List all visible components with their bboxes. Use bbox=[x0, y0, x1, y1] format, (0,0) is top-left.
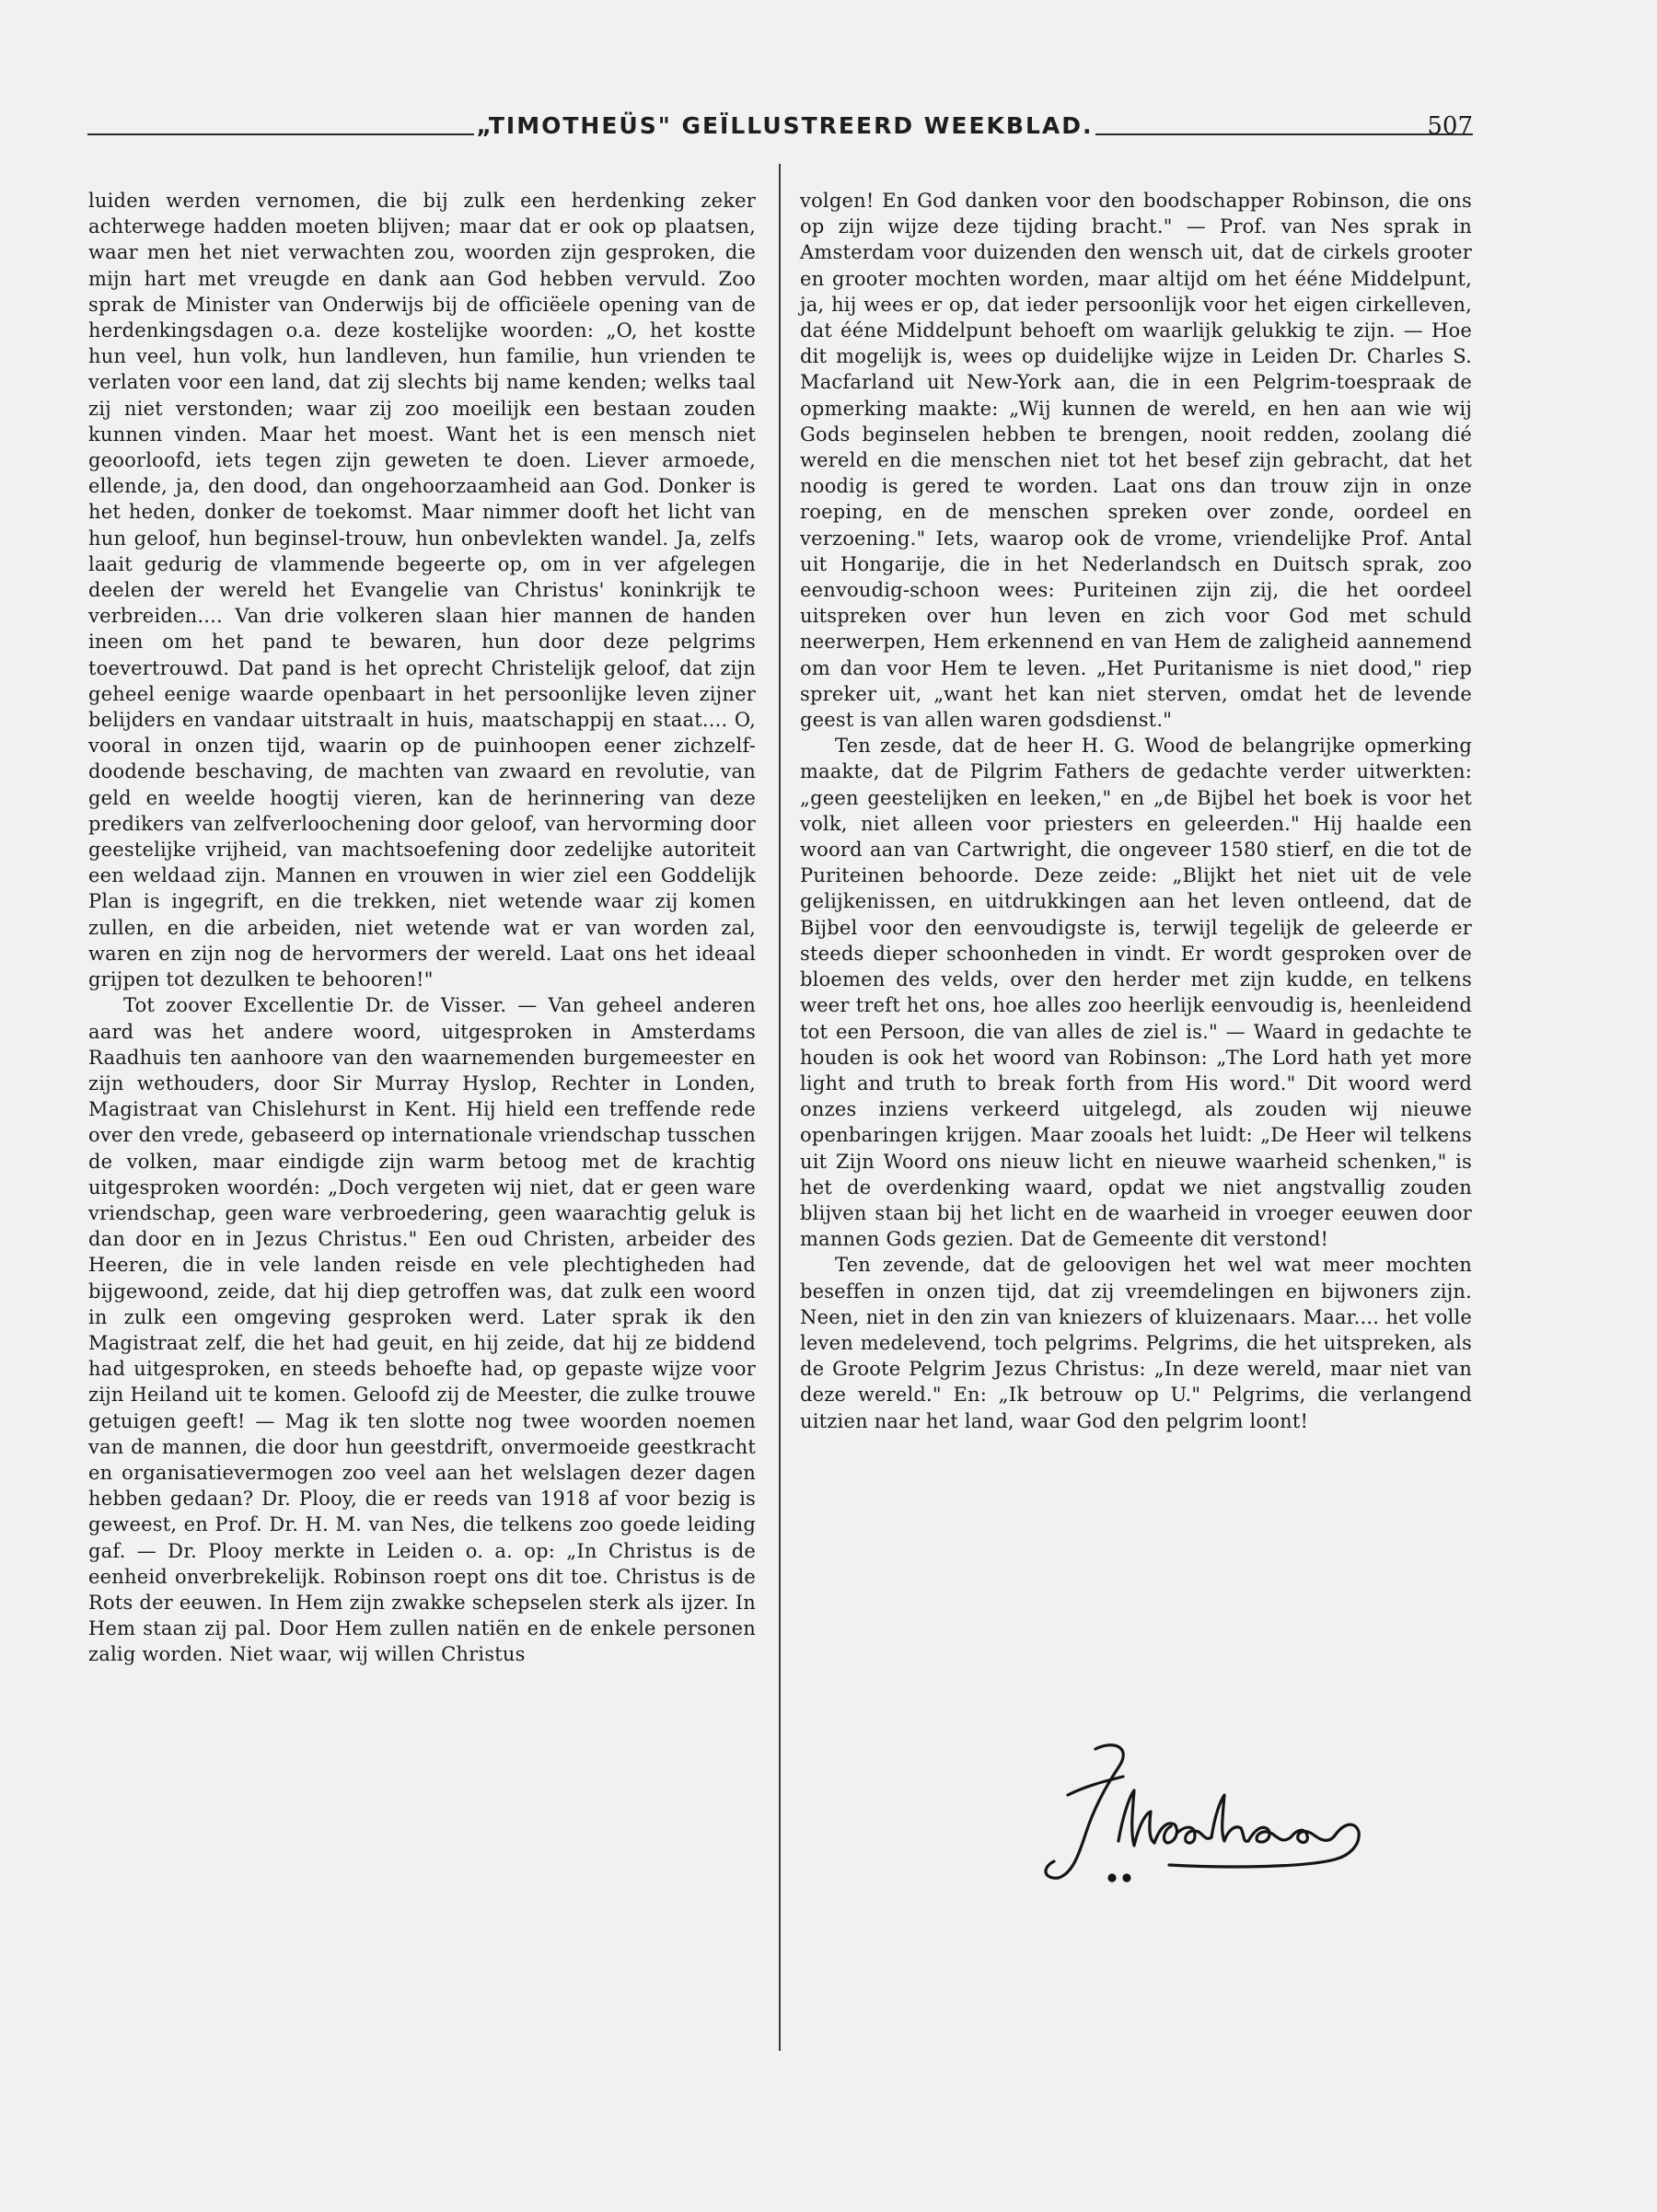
paragraph: Tot zoover Excellentie Dr. de Visser. — Van geheel anderen aard was het andere woord, uitgesproken in Amsterdams Raadhuis ten aanhoore van den waarnemenden burgemeester en zijn wethouders, door Sir Murray Hyslop, Rechter in Londen, Magistraat van Chislehurst in Kent. Hij hield een treffende rede over den vrede, gebaseerd op internationale vriendschap tusschen de volken, maar eindigde zijn warm betoog met de krachtig uitgesproken woordén: „Doch vergeten wij niet, dat er geen ware vriendschap, geen ware verbroedering, geen waarachtig geluk is dan door en in Jezus Christus." Een oud Christen, arbeider des Heeren, die in vele landen reisde en vele plechtigheden had bijgewoond, zeide, dat hij diep getroffen was, dat zulk een woord in zulk een omgeving gesproken werd. Later sprak ik den Magistraat zelf, die het had geuit, en hij zeide, dat hij ze biddend had uitgesproken, en steeds behoefte had, op gepaste wijze voor zijn Heiland uit te komen. Geloofd zij de Meester, die zulke trouwe getuigen geeft! — Mag ik ten slotte nog twee woorden noemen van de mannen, die door hun geestdrift, onvermoeide geestkracht en organisatievermogen zoo veel aan het welslagen dezer dagen hebben gedaan? Dr. Plooy, die er reeds van 1918 af voor bezig is geweest, en Prof. Dr. H. M. van Nes, die telkens zoo goede leiding gaf. — Dr. Plooy merkte in Leiden o. a. op: „In Christus is de eenheid onverbrekelijk. Robinson roept ons dit toe. Christus is de Rots der eeuwen. In Hem zijn zwakke schepselen sterk als ijzer. In Hem staan zij pal. Door Hem zullen natiën en de enkele personen zalig worden. Niet waar, wij willen Christus bbox=[88, 994, 756, 1666]
header-rule-right bbox=[1095, 133, 1473, 135]
page-number: 507 bbox=[1427, 112, 1473, 140]
paragraph: Ten zesde, dat de heer H. G. Wood de belangrijke opmerking maakte, dat de Pilgrim Fathers de gedachte verder uitwerkten: „geen geestelijken en leeken," en „de Bijbel het boek is voor het volk, niet alleen voor priesters en geleerden." Hij haalde een woord aan van Cartwright, die ongeveer 1580 stierf, en die tot de Puriteinen behoorde. Deze zeide: „Blijkt het niet uit de vele gelijkenissen, en uitdrukkingen aan het leven ontleend, dat de Bijbel voor den eenvoudigste is, terwijl tegelijk de geleerde er steeds dieper schoonheden in vindt. Er wordt gesproken over de bloemen des velds, over den herder met zijn kudde, en telkens weer treft het ons, hoe alles zoo heerlijk eenvoudig is, heenleidend tot een Persoon, die van alles de ziel is." — Waard in gedachte te houden is ook het woord van Robinson: „The Lord hath yet more light and truth to break forth from His word." Dit woord werd onzes inziens verkeerd uitgelegd, als zouden wij nieuwe openbaringen krijgen. Maar zooals het luidt: „De Heer wil telkens uit Zijn Woord ons nieuw licht en nieuwe waarheid schenken," is het de overdenking waard, opdat we niet angstvallig zouden blijven staan bij het licht en de waarheid in vroeger eeuwen door mannen Gods gezien. Dat de Gemeente dit verstond! bbox=[800, 735, 1472, 1251]
paragraph: Ten zevende, dat de geloovigen het wel wat meer mochten beseffen in onzen tijd, dat zij vreemdelingen en bijwoners zijn. Neen, niet in den zin van kniezers of kluizenaars. Maar.... het volle leven medelevend, toch pelgrims. Pelgrims, die het uitspreken, als de Groote Pelgrim Jezus Christus: „In deze wereld, maar niet van deze wereld." En: „Ik betrouw op U." Pelgrims, die verlangend uitzien naar het land, waar God den pelgrim loont! bbox=[800, 1254, 1472, 1432]
paragraph: volgen! En God danken voor den boodschapper Robinson, die ons op zijn wijze deze tijding bracht." — Prof. van Nes sprak in Amsterdam voor duizenden den wensch uit, dat de cirkels grooter en grooter mochten worden, maar altijd om het ééne Middelpunt, ja, hij wees er op, dat ieder persoonlijk voor het eigen cirkelleven, dat ééne Middelpunt behoeft om waarlijk gelukkig te zijn. — Hoe dit mogelijk is, wees op duidelijke wijze in Leiden Dr. Charles S. Macfarland uit New-York aan, die in een Pelgrim-toespraak de opmerking maakte: „Wij kunnen de wereld, en hen aan wie wij Gods beginselen hebben te brengen, nooit redden, zoolang dié wereld en die menschen niet tot het besef zijn gebracht, dat het noodig is gered te worden. Laat ons dan trouw zijn in onze roeping, en de menschen spreken over zonde, oordeel en verzoening." Iets, waarop ook de vrome, vriendelijke Prof. Antal uit Hongarije, die in het Nederlandsch en Duitsch sprak, zoo eenvoudig-schoon wees: Puriteinen zijn zij, die het oordeel uitspreken over hun leven en zich voor God met schuld neerwerpen, Hem erkennend en van Hem de zaligheid aannemend om dan voor Hem te leven. „Het Puritanisme is niet dood," riep spreker uit, „want het kan niet sterven, omdat het de levende geest is van allen waren godsdienst." bbox=[800, 190, 1472, 732]
signature-drawing bbox=[1031, 1740, 1399, 1915]
right-column bbox=[800, 188, 1472, 1434]
header-rule-left bbox=[87, 133, 474, 135]
paragraph: luiden werden vernomen, die bij zulk een herdenking zeker achterwege hadden moeten blijven; maar dat er ook op plaatsen, waar men het niet verwachten zou, woorden zijn gesproken, die mijn hart met vreugde en dank aan God hebben vervuld. Zoo sprak de Minister van Onderwijs bij de officiëele opening van de herdenkingsdagen o.a. deze kostelijke woorden: „O, het kostte hun veel, hun volk, hun landleven, hun familie, hun vrienden te verlaten voor een land, dat zij slechts bij name kenden; welks taal zij niet verstonden; waar zij zoo moeilijk een bestaan zouden kunnen vinden. Maar het moest. Want het is een mensch niet geoorloofd, iets tegen zijn geweten te doen. Liever armoede, ellende, ja, den dood, dan ongehoorzaamheid aan God. Donker is het heden, donker de toekomst. Maar nimmer dooft het licht van hun geloof, hun beginsel-trouw, hun onbevlekten wandel. Ja, zelfs laait gedurig de vlammende begeerte op, om in ver afgelegen deelen der wereld het Evangelie van Christus' koninkrijk te verbreiden.... Van drie volkeren slaan hier mannen de handen ineen om het pand te bewaren, hun door deze pelgrims toevertrouwd. Dat pand is het oprecht Christelijk geloof, dat zijn geheel eenige waarde openbaart in het persoonlijke leven zijner belijders en vandaar uitstraalt in huis, maatschappij en staat.... O, vooral in onzen tijd, waarin op de puinhoopen eener zichzelf-doodende beschaving, de machten van zwaard en revolutie, van geld en weelde hoogtij vieren, kan de herinnering van deze predikers van zelfverloochening door geloof, van hervorming door geestelijke vrijheid, van machtsoefening door zedelijke autoriteit een weldaad zijn. Mannen en vrouwen in wier ziel een Goddelijk Plan is ingegrift, en die trekken, niet wetende waar zij komen zullen, en die arbeiden, niet wetende wat er van worden zal, waren en zijn nog de hervormers der wereld. Laat ons het ideaal grijpen tot dezulken te behooren!" bbox=[88, 190, 756, 991]
handwritten-signature bbox=[1031, 1740, 1399, 1915]
column-divider bbox=[779, 164, 781, 2051]
left-column bbox=[88, 188, 756, 1668]
running-title: „TIMOTHEÜS" GEÏLLUSTREERD WEEKBLAD. bbox=[476, 112, 1094, 139]
